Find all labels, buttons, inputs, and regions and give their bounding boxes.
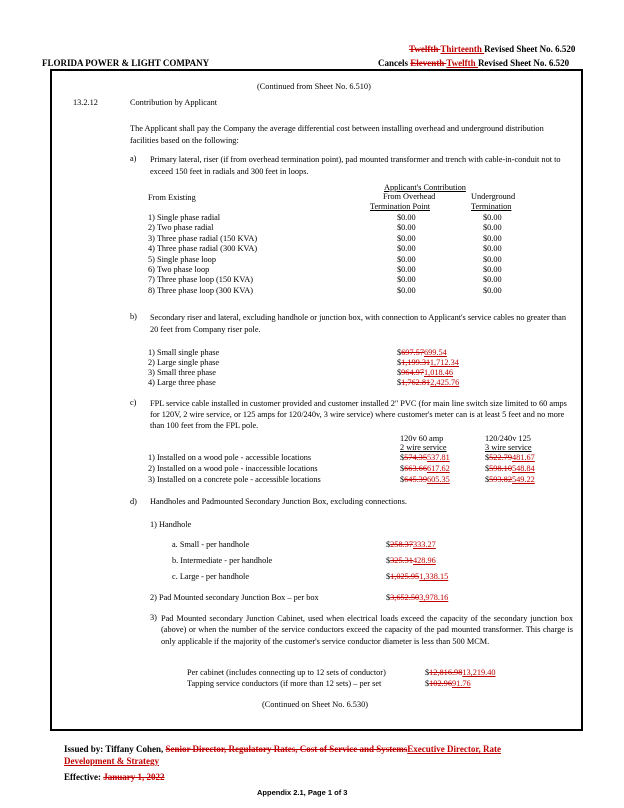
handhole-large: c. Large - per handhole <box>172 572 250 581</box>
issued-by-new-title-2: Development & Strategy <box>64 756 159 766</box>
col-underground-l1: Underground <box>471 192 516 201</box>
section-number: 13.2.12 <box>73 98 98 107</box>
table-row-a-8: 8) Three phase loop (300 KVA) <box>148 285 253 295</box>
item-c-text: FPL service cable installed in customer provided and customer installed 2" PVC (for main line switch size limited to 60 amps for 120V, 2 wire service, or 125 amps for 120/240v, 3 wire service) where customer's meter can is at least 5 feet and no more than 100 feet from the FPL pole. <box>150 399 567 431</box>
price-value: $574.35537.81 <box>400 453 450 462</box>
item-b-text: Secondary riser and lateral, excluding handhole or junction box, with connection to Applicant's service cables no greater than 20 feet from Company riser pole. <box>150 313 566 334</box>
col-2wire-l2: 2 wire service <box>400 443 447 452</box>
item-a-letter: a) <box>130 154 137 163</box>
cancels-inserted: Twelfth <box>446 58 478 68</box>
underground-value: $0.00 <box>483 254 502 264</box>
handhole-heading: 1) Handhole <box>150 520 192 529</box>
revision-line <box>409 44 575 54</box>
price-value: $258.37333.27 <box>386 540 436 549</box>
col-3wire-l2: 3 wire service <box>485 443 532 452</box>
col-2wire-l1: 120v 60 amp <box>400 434 444 443</box>
revision-inserted: Thirteenth <box>440 44 485 54</box>
price-value: $964.971,018.46 <box>397 368 454 377</box>
underground-value: $0.00 <box>483 213 502 222</box>
overhead-value: $0.00 <box>397 265 416 274</box>
price-value: $598.10548.84 <box>485 464 535 473</box>
price-value: $645.39605.35 <box>400 475 450 484</box>
price-value: $1,762.812,425.76 <box>397 378 460 387</box>
col-from-existing: From Existing <box>148 193 196 202</box>
overhead-value: $0.00 <box>397 233 416 243</box>
overhead-value: $0.00 <box>397 223 416 233</box>
cancels-line <box>378 58 569 68</box>
price-value: $593.82549.22 <box>485 475 535 484</box>
overhead-value: $0.00 <box>397 285 416 295</box>
price-value: $102.9691.76 <box>425 679 471 688</box>
price-value: $1,199.311,712.34 <box>397 358 459 367</box>
price-value: $697.57699.54 <box>397 348 447 357</box>
table-row-a-4: 4) Three phase radial (300 KVA) <box>148 244 258 254</box>
table-row-b-2: 2) Large single phase <box>148 358 220 367</box>
junction-box-label: 2) Pad Mounted secondary Junction Box – per box <box>150 593 319 602</box>
handhole-small: a. Small - per handhole <box>172 540 250 549</box>
underground-value: $0.00 <box>483 244 502 254</box>
issued-by-name: Issued by: Tiffany Cohen, <box>64 744 166 754</box>
table-row-c-2: 2) Installed on a wood pole - inaccessible locations <box>148 464 318 473</box>
cancels-deleted: Eleventh <box>410 58 447 68</box>
table-row-b-3: 3) Small three phase <box>148 368 216 377</box>
continued-from: (Continued from Sheet No. 6.510) <box>257 82 371 91</box>
handhole-intermediate: b. Intermediate - per handhole <box>172 556 273 565</box>
overhead-value: $0.00 <box>397 275 416 285</box>
table-row-c-1: 1) Installed on a wood pole - accessible locations <box>148 453 312 462</box>
item-c-letter: c) <box>130 398 137 407</box>
underground-value: $0.00 <box>483 233 502 243</box>
overhead-value: $0.00 <box>397 254 416 264</box>
issued-by-new-title: Executive Director, Rate <box>407 744 501 754</box>
price-value: $663.66617.62 <box>400 464 450 473</box>
continued-on: (Continued on Sheet No. 6.530) <box>262 700 369 709</box>
item-3-number: 3) <box>150 613 157 622</box>
price-value: $522.79481.67 <box>485 453 535 462</box>
appendix-label: Appendix 2.1, Page 1 of 3 <box>257 788 348 797</box>
item-d-letter: d) <box>130 497 137 506</box>
underground-value: $0.00 <box>483 285 502 295</box>
item-3-text: Pad Mounted secondary Junction Cabinet, used when electrical loads exceed the capacity of the secondary junction box (above) or when the number of the service conductors exceed the capacity of the pad mounted transformer. This charge is only applicable if the majority of the customer's service conductor diameter is less than 500 MCM. <box>161 614 573 646</box>
cabinet-label: Per cabinet (includes connecting up to 12 sets of conductor) <box>187 668 386 677</box>
underground-value: $0.00 <box>483 223 502 233</box>
effective-label: Effective: <box>64 772 104 782</box>
item-d-text: Handholes and Padmounted Secondary Junction Box, excluding connections. <box>150 497 407 506</box>
applicant-contribution-header: Applicant's Contribution <box>384 183 466 192</box>
item-b-letter: b) <box>130 312 137 321</box>
table-row-a-2: 2) Two phase radial <box>148 223 214 233</box>
table-row-a-1: 1) Single phase radial <box>148 213 221 222</box>
effective-deleted-date: January 1, 2022 <box>103 772 165 782</box>
col-underground-l2: Termination <box>471 202 512 211</box>
intro-paragraph: The Applicant shall pay the Company the average differential cost between installing overhead and underground distribution facilities based on the following: <box>130 124 544 145</box>
section-title: Contribution by Applicant <box>130 98 218 107</box>
cancels-prefix: Cancels <box>378 58 411 68</box>
company-name: FLORIDA POWER & LIGHT COMPANY <box>42 58 210 68</box>
price-value: $1,025.951,338.15 <box>386 572 449 581</box>
table-row-a-6: 6) Two phase loop <box>148 265 210 274</box>
effective-date <box>64 772 165 782</box>
overhead-value: $0.00 <box>397 244 416 254</box>
table-row-a-5: 5) Single phase loop <box>148 254 216 264</box>
table-row-b-1: 1) Small single phase <box>148 348 220 357</box>
price-value: $3,652.503,978.16 <box>386 593 449 602</box>
cancels-text: Revised Sheet No. 6.520 <box>477 58 570 68</box>
price-value: $325.31428.96 <box>386 556 436 565</box>
tapping-label: Tapping service conductors (if more than 12 sets) – per set <box>187 679 382 688</box>
issued-by <box>64 744 501 754</box>
underground-value: $0.00 <box>483 275 502 285</box>
col-3wire-l1: 120/240v 125 <box>485 434 531 443</box>
col-overhead-l2: Termination Point <box>370 202 431 211</box>
item-a-text: Primary lateral, riser (if from overhead termination point), pad mounted transformer and trench with cable-in-conduit not to exceed 150 feet in radials and 300 feet in loops. <box>150 155 561 176</box>
price-value: $12,816.9813,219.40 <box>425 668 496 677</box>
table-row-b-4: 4) Large three phase <box>148 378 216 387</box>
table-row-c-3: 3) Installed on a concrete pole - accessible locations <box>148 475 321 484</box>
table-row-a-7: 7) Three phase loop (150 KVA) <box>148 275 253 285</box>
revision-deleted: Twelfth <box>409 44 441 54</box>
overhead-value: $0.00 <box>397 213 416 222</box>
table-row-a-3: 3) Three phase radial (150 KVA) <box>148 233 258 243</box>
underground-value: $0.00 <box>483 265 502 274</box>
col-overhead-l1: From Overhead <box>383 192 436 201</box>
revision-text: Revised Sheet No. 6.520 <box>484 44 576 54</box>
issued-by-deleted-title: Senior Director, Regulatory Rates, Cost of Service and Systems <box>165 744 408 754</box>
